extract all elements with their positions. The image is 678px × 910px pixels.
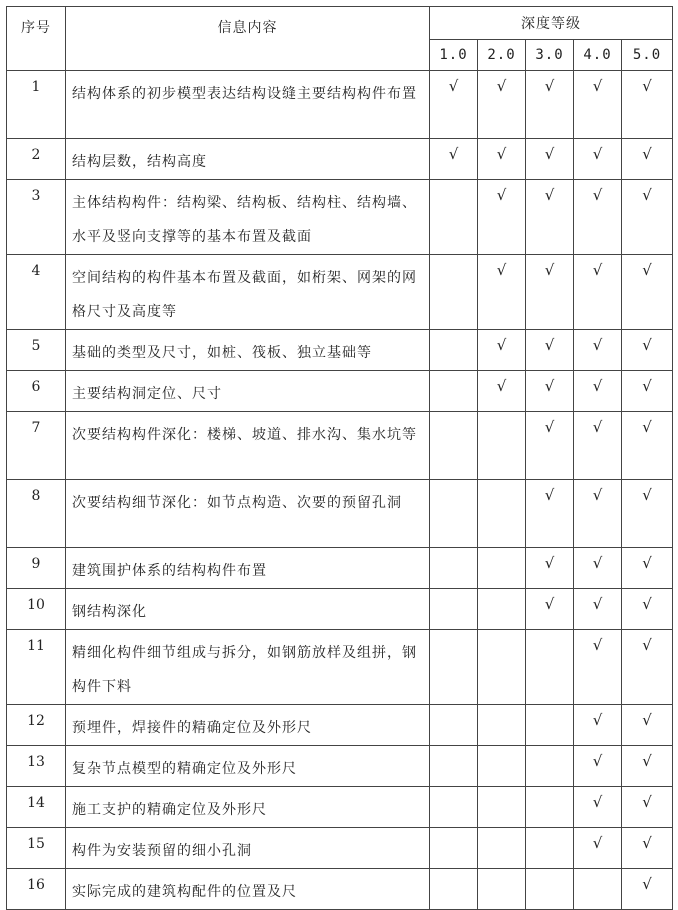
row-number: 7 — [7, 412, 66, 480]
table-row — [7, 412, 673, 480]
checkmark-icon: √ — [642, 486, 652, 504]
level-2-cell — [478, 705, 526, 746]
level-5-cell — [622, 630, 673, 705]
level-3-cell — [526, 746, 574, 787]
level-4-cell — [574, 480, 622, 548]
checkmark-icon: √ — [592, 711, 603, 729]
level-5-cell — [622, 480, 673, 548]
level-1-cell — [430, 589, 478, 630]
header-level-1: 1.0 — [430, 40, 478, 71]
level-5-cell — [622, 589, 673, 630]
level-4-cell — [574, 630, 622, 705]
checkmark-icon: √ — [592, 336, 603, 354]
table-row — [7, 548, 673, 589]
checkmark-icon: √ — [642, 77, 652, 95]
table-body — [7, 71, 673, 910]
table-row — [7, 589, 673, 630]
level-5-cell — [622, 255, 673, 330]
table-row — [7, 630, 673, 705]
header-level-3: 3.0 — [526, 40, 574, 71]
level-2-cell — [478, 330, 526, 371]
level-2-cell — [478, 180, 526, 255]
level-1-cell — [430, 705, 478, 746]
level-3-cell — [526, 412, 574, 480]
checkmark-icon: √ — [496, 145, 507, 163]
checkmark-icon: √ — [496, 77, 507, 95]
level-5-cell — [622, 746, 673, 787]
checkmark-icon: √ — [544, 486, 555, 504]
row-info-content: 基础的类型及尺寸，如桩、筏板、独立基础等 — [66, 330, 430, 371]
checkmark-icon: √ — [592, 486, 603, 504]
level-3-cell — [526, 139, 574, 180]
level-1-cell — [430, 869, 478, 910]
row-info-content: 钢结构深化 — [66, 589, 430, 630]
checkmark-icon: √ — [642, 875, 652, 893]
level-3-cell — [526, 589, 574, 630]
level-3-cell — [526, 371, 574, 412]
checkmark-icon: √ — [642, 554, 652, 572]
checkmark-icon: √ — [592, 186, 603, 204]
table-row — [7, 71, 673, 139]
level-3-cell — [526, 330, 574, 371]
level-2-cell — [478, 787, 526, 828]
level-1-cell — [430, 371, 478, 412]
checkmark-icon: √ — [642, 418, 652, 436]
level-1-cell — [430, 412, 478, 480]
checkmark-icon: √ — [642, 711, 652, 729]
level-1-cell — [430, 255, 478, 330]
checkmark-icon: √ — [496, 377, 507, 395]
row-info-content: 实际完成的建筑构配件的位置及尺 — [66, 869, 430, 910]
level-2-cell — [478, 480, 526, 548]
row-info-content: 精细化构件细节组成与拆分，如钢筋放样及组拼，钢构件下料 — [66, 630, 430, 705]
checkmark-icon: √ — [592, 377, 603, 395]
checkmark-icon: √ — [592, 77, 603, 95]
checkmark-icon: √ — [448, 145, 459, 163]
level-3-cell — [526, 630, 574, 705]
level-3-cell — [526, 548, 574, 589]
checkmark-icon: √ — [642, 595, 652, 613]
checkmark-icon: √ — [496, 186, 507, 204]
level-2-cell — [478, 412, 526, 480]
checkmark-icon: √ — [544, 336, 555, 354]
header-seq: 序号 — [7, 7, 66, 71]
table-row — [7, 139, 673, 180]
row-number: 1 — [7, 71, 66, 139]
row-info-content: 施工支护的精确定位及外形尺 — [66, 787, 430, 828]
row-number: 13 — [7, 746, 66, 787]
row-number: 8 — [7, 480, 66, 548]
level-3-cell — [526, 787, 574, 828]
checkmark-icon: √ — [592, 261, 603, 279]
checkmark-icon: √ — [642, 145, 652, 163]
level-5-cell — [622, 371, 673, 412]
level-4-cell — [574, 705, 622, 746]
checkmark-icon: √ — [544, 261, 555, 279]
checkmark-icon: √ — [642, 261, 652, 279]
level-2-cell — [478, 630, 526, 705]
level-1-cell — [430, 828, 478, 869]
checkmark-icon: √ — [592, 793, 603, 811]
level-4-cell — [574, 180, 622, 255]
level-4-cell — [574, 412, 622, 480]
level-2-cell — [478, 828, 526, 869]
table-row — [7, 787, 673, 828]
level-2-cell — [478, 746, 526, 787]
row-number: 5 — [7, 330, 66, 371]
checkmark-icon: √ — [496, 261, 507, 279]
checkmark-icon: √ — [592, 145, 603, 163]
table-row — [7, 828, 673, 869]
level-4-cell — [574, 139, 622, 180]
level-3-cell — [526, 480, 574, 548]
level-2-cell — [478, 71, 526, 139]
level-4-cell — [574, 869, 622, 910]
checkmark-icon: √ — [642, 186, 652, 204]
level-4-cell — [574, 71, 622, 139]
row-number: 14 — [7, 787, 66, 828]
level-5-cell — [622, 828, 673, 869]
level-2-cell — [478, 139, 526, 180]
row-number: 6 — [7, 371, 66, 412]
level-2-cell — [478, 869, 526, 910]
table-row — [7, 746, 673, 787]
checkmark-icon: √ — [544, 377, 555, 395]
depth-level-table — [6, 6, 673, 910]
level-5-cell — [622, 139, 673, 180]
level-3-cell — [526, 828, 574, 869]
row-number: 9 — [7, 548, 66, 589]
level-4-cell — [574, 828, 622, 869]
level-1-cell — [430, 180, 478, 255]
level-1-cell — [430, 71, 478, 139]
header-info: 信息内容 — [66, 7, 430, 71]
row-info-content: 结构体系的初步模型表达结构设缝主要结构构件布置 — [66, 71, 430, 139]
level-1-cell — [430, 480, 478, 548]
level-4-cell — [574, 746, 622, 787]
level-5-cell — [622, 548, 673, 589]
level-3-cell — [526, 71, 574, 139]
table-row — [7, 705, 673, 746]
checkmark-icon: √ — [592, 554, 603, 572]
level-3-cell — [526, 869, 574, 910]
checkmark-icon: √ — [592, 834, 603, 852]
row-info-content: 主体结构构件：结构梁、结构板、结构柱、结构墙、水平及竖向支撑等的基本布置及截面 — [66, 180, 430, 255]
row-number: 2 — [7, 139, 66, 180]
checkmark-icon: √ — [592, 636, 603, 654]
level-3-cell — [526, 255, 574, 330]
row-info-content: 复杂节点模型的精确定位及外形尺 — [66, 746, 430, 787]
level-4-cell — [574, 330, 622, 371]
row-info-content: 建筑围护体系的结构构件布置 — [66, 548, 430, 589]
level-2-cell — [478, 548, 526, 589]
checkmark-icon: √ — [544, 595, 555, 613]
level-1-cell — [430, 139, 478, 180]
row-number: 12 — [7, 705, 66, 746]
row-number: 4 — [7, 255, 66, 330]
level-3-cell — [526, 180, 574, 255]
table-row — [7, 255, 673, 330]
checkmark-icon: √ — [592, 752, 603, 770]
table-row — [7, 371, 673, 412]
level-5-cell — [622, 71, 673, 139]
header-level-5: 5.0 — [622, 40, 673, 71]
row-number: 16 — [7, 869, 66, 910]
table-row — [7, 330, 673, 371]
table-row — [7, 869, 673, 910]
level-5-cell — [622, 869, 673, 910]
level-5-cell — [622, 412, 673, 480]
checkmark-icon: √ — [496, 336, 507, 354]
row-info-content: 预埋件，焊接件的精确定位及外形尺 — [66, 705, 430, 746]
checkmark-icon: √ — [642, 834, 652, 852]
header-level-2: 2.0 — [478, 40, 526, 71]
level-1-cell — [430, 630, 478, 705]
row-number: 15 — [7, 828, 66, 869]
level-1-cell — [430, 548, 478, 589]
level-3-cell — [526, 705, 574, 746]
row-number: 10 — [7, 589, 66, 630]
row-info-content: 结构层数，结构高度 — [66, 139, 430, 180]
checkmark-icon: √ — [592, 418, 603, 436]
checkmark-icon: √ — [544, 77, 555, 95]
level-1-cell — [430, 330, 478, 371]
checkmark-icon: √ — [544, 554, 555, 572]
level-2-cell — [478, 371, 526, 412]
checkmark-icon: √ — [592, 595, 603, 613]
level-4-cell — [574, 548, 622, 589]
level-1-cell — [430, 787, 478, 828]
level-2-cell — [478, 255, 526, 330]
checkmark-icon: √ — [642, 336, 652, 354]
level-1-cell — [430, 746, 478, 787]
checkmark-icon: √ — [544, 418, 555, 436]
checkmark-icon: √ — [544, 145, 555, 163]
table-row — [7, 180, 673, 255]
level-5-cell — [622, 180, 673, 255]
row-info-content: 构件为安装预留的细小孔洞 — [66, 828, 430, 869]
header-depth-level: 深度等级 — [430, 7, 673, 40]
level-4-cell — [574, 255, 622, 330]
row-info-content: 空间结构的构件基本布置及截面，如桁架、网架的网格尺寸及高度等 — [66, 255, 430, 330]
level-5-cell — [622, 787, 673, 828]
checkmark-icon: √ — [544, 186, 555, 204]
level-4-cell — [574, 371, 622, 412]
row-number: 11 — [7, 630, 66, 705]
checkmark-icon: √ — [448, 77, 459, 95]
level-2-cell — [478, 589, 526, 630]
table-row — [7, 480, 673, 548]
checkmark-icon: √ — [642, 793, 652, 811]
row-number: 3 — [7, 180, 66, 255]
row-info-content: 次要结构细节深化：如节点构造、次要的预留孔洞 — [66, 480, 430, 548]
level-5-cell — [622, 705, 673, 746]
row-info-content: 主要结构洞定位、尺寸 — [66, 371, 430, 412]
checkmark-icon: √ — [642, 752, 652, 770]
checkmark-icon: √ — [642, 636, 652, 654]
header-level-4: 4.0 — [574, 40, 622, 71]
level-4-cell — [574, 589, 622, 630]
checkmark-icon: √ — [642, 377, 652, 395]
level-4-cell — [574, 787, 622, 828]
row-info-content: 次要结构构件深化：楼梯、坡道、排水沟、集水坑等 — [66, 412, 430, 480]
level-5-cell — [622, 330, 673, 371]
